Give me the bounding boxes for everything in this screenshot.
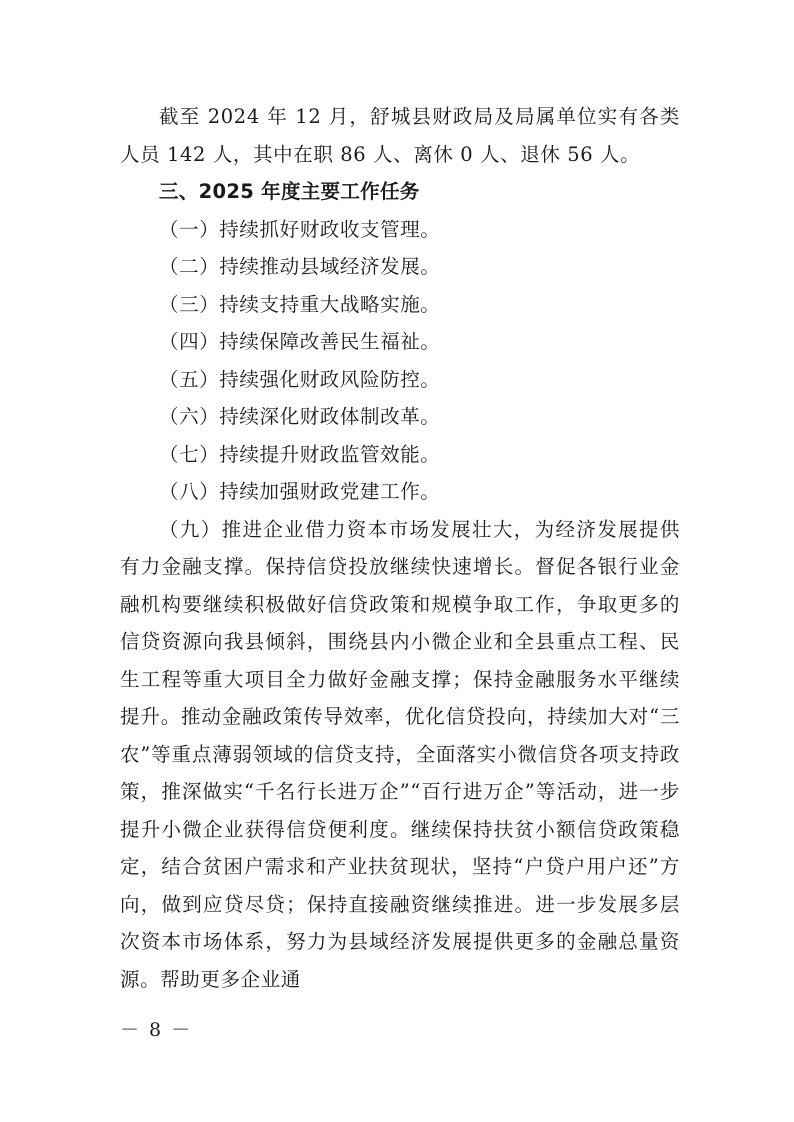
task-nine-paragraph: （九）推进企业借力资本市场发展壮大，为经济发展提供有力金融支撑。保持信贷投放继续快速增长。督促各银行业金融机构要继续积极做好信贷政策和规模争取工作，争取更多的信贷资源向我县倾斜，围绕县内小微企业和全县重点工程、民生工程等重大项目全力做好金融支撑；保持金融服务水平继续提升。推动金融政策传导效率，优化信贷投向，持续加大对“三农”等重点薄弱领域的信贷支持，全面落实小微信贷各项支持政策，推深做实“千名行长进万企”“百行进万企”等活动，进一步提升小微企业获得信贷便利度。继续保持扶贫小额信贷政策稳定，结合贫困户需求和产业扶贫现状，坚持“户贷户用户还”方向，做到应贷尽贷；保持直接融资继续推进。进一步发展多层次资本市场体系，努力为县域经济发展提供更多的金融总量资源。帮助更多企业通	[120, 517, 680, 991]
section-heading: 三、2025 年度主要工作任务	[159, 180, 420, 203]
task-list	[120, 211, 680, 511]
task-item-5: （五）持续强化财政风险防控。	[159, 367, 441, 391]
task-item-1: （一）持续抓好财政收支管理。	[159, 217, 441, 241]
task-item-8: （八）持续加强财政党建工作。	[159, 480, 441, 503]
document-body	[120, 98, 680, 998]
intro-paragraph: 截至 2024 年 12 月，舒城县财政局及局属单位实有各类人员 142 人，其中在职 86 人、离休 0 人、退休 56 人。	[120, 105, 680, 166]
task-item-7: （七）持续提升财政监管效能。	[159, 442, 441, 466]
task-item-4: （四）持续保障改善民生福祉。	[159, 330, 441, 353]
page-number: － 8 －	[120, 1019, 193, 1041]
task-item-6: （六）持续深化财政体制改革。	[159, 405, 441, 428]
task-item-3: （三）持续支持重大战略实施。	[159, 292, 441, 316]
task-item-2: （二）持续推动县域经济发展。	[159, 255, 441, 278]
